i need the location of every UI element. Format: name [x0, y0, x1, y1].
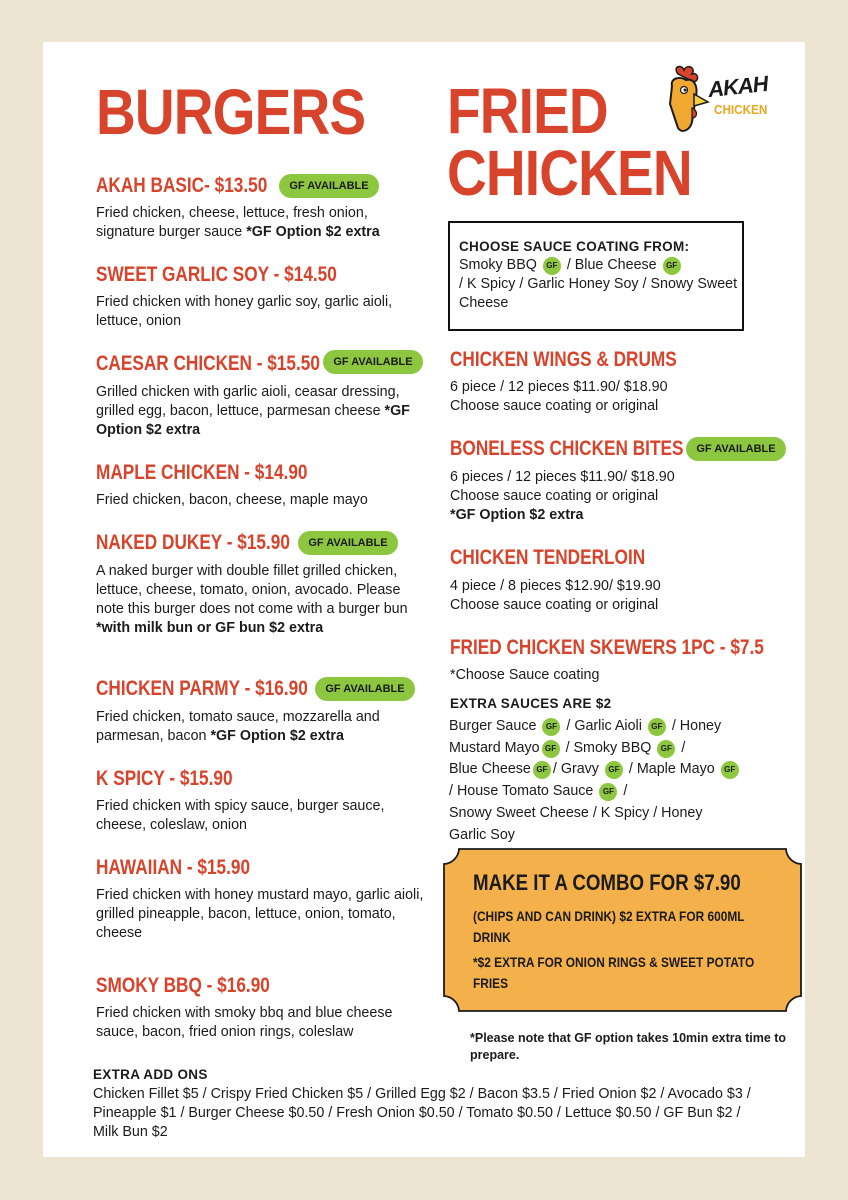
fried-heading-line1: FRIED	[447, 75, 608, 147]
combo-ticket	[443, 848, 802, 1012]
chicken-item-title: BONELESS CHICKEN BITES	[450, 437, 684, 460]
burger-description: Fried chicken with smoky bbq and blue cheese sauce, bacon, fried onion rings, coleslaw	[96, 1005, 393, 1040]
sauce-coating-list: Smoky BBQ GF / Blue Cheese GF / K Spicy / Garlic Honey Soy / Snowy Sweet Cheese	[459, 257, 738, 311]
gf-badge: GF	[648, 718, 666, 736]
gf-badge: GF	[605, 761, 623, 779]
combo-line-drink: (CHIPS AND CAN DRINK) $2 EXTRA FOR 600ML DRINK	[473, 908, 745, 945]
gf-available-pill: GF AVAILABLE	[298, 531, 398, 555]
sauce-coating-title: CHOOSE SAUCE COATING FROM:	[459, 239, 690, 254]
burger-description: Fried chicken with honey garlic soy, garlic aioli, lettuce, onion	[96, 294, 393, 329]
burger-description: Grilled chicken with garlic aioli, ceasar dressing, grilled egg, bacon, lettuce, parmesan cheese *GF Option $2 extra	[96, 384, 410, 438]
gf-available-pill: GF AVAILABLE	[315, 677, 415, 701]
burger-description: Fried chicken, tomato sauce, mozzarella and parmesan, bacon *GF Option $2 extra	[96, 709, 380, 744]
burger-title: NAKED DUKEY - $15.90	[96, 531, 290, 554]
gf-available-pill: GF AVAILABLE	[279, 174, 379, 198]
gf-badge: GF	[543, 257, 561, 275]
sauce-coating-box	[448, 221, 744, 331]
gf-badge: GF	[542, 718, 560, 736]
extra-sauces-list: Burger Sauce GF / Garlic Aioli GF / Honey Mustard Mayo GF / Smoky BBQ GF / Blue Cheese GF / Gravy GF / Maple Mayo GF / House Tomato Sauce GF / Snowy Sweet Cheese / K Spicy / Honey Garlic Soy	[449, 716, 779, 846]
burger-description: Fried chicken, cheese, lettuce, fresh onion, signature burger sauce *GF Option $2 extra	[96, 205, 380, 240]
gf-time-note: *Please note that GF option takes 10min extra time to prepare.	[470, 1031, 787, 1062]
burger-title: MAPLE CHICKEN - $14.90	[96, 461, 308, 484]
chicken-item-title: CHICKEN WINGS & DRUMS	[450, 348, 677, 371]
burger-description: Fried chicken with honey mustard mayo, garlic aioli, grilled pineapple, bacon, lettuce, onion, tomato, cheese	[96, 887, 424, 941]
gf-badge: GF	[542, 740, 560, 758]
burger-title: SWEET GARLIC SOY - $14.50	[96, 263, 337, 286]
logo-text-chicken: CHICKEN	[714, 102, 768, 117]
burgers-heading: BURGERS	[96, 76, 366, 148]
gf-badge: GF	[657, 740, 675, 758]
chicken-item-title: CHICKEN TENDERLOIN	[450, 546, 646, 569]
burger-description: Fried chicken with spicy sauce, burger sauce, cheese, coleslaw, onion	[96, 798, 385, 833]
burger-description: A naked burger with double fillet grilled chicken, lettuce, cheese, tomato, onion, avocado. Please note this burger does not come with a burger bun *with milk bun or GF bun $2 extra	[96, 563, 408, 636]
chicken-item-description: *Choose Sauce coating	[450, 667, 600, 683]
gf-badge: GF	[663, 257, 681, 275]
add-ons-list: Chicken Fillet $5 / Crispy Fried Chicken $5 / Grilled Egg $2 / Bacon $3.5 / Fried Onion $2 / Avocado $3 / Pineapple $1 / Burger Cheese $0.50 / Fresh Onion $0.50 / Tomato $0.50 / Lettuce $0.50 / GF Bun $2 / Milk Bun $2	[93, 1086, 751, 1140]
combo-title: MAKE IT A COMBO FOR $7.90	[473, 870, 741, 895]
akah-chicken-logo	[664, 64, 790, 142]
gf-badge: GF	[533, 761, 551, 779]
gf-available-pill: GF AVAILABLE	[323, 350, 423, 374]
burger-description: Fried chicken, bacon, cheese, maple mayo	[96, 492, 368, 508]
burger-title: CHICKEN PARMY - $16.90	[96, 677, 308, 700]
add-ons-title: EXTRA ADD ONS	[93, 1067, 208, 1082]
gf-badge: GF	[599, 783, 617, 801]
chicken-item-title: FRIED CHICKEN SKEWERS 1PC - $7.5	[450, 636, 764, 659]
fried-chicken-heading	[447, 75, 692, 209]
burger-title: K SPICY - $15.90	[96, 767, 233, 790]
extra-sauces-title: EXTRA SAUCES ARE $2	[450, 696, 612, 711]
burger-title: HAWAIIAN - $15.90	[96, 856, 251, 879]
chicken-item-description: 4 piece / 8 pieces $12.90/ $19.90 Choose sauce coating or original	[450, 578, 661, 613]
chicken-item-description: 6 pieces / 12 pieces $11.90/ $18.90 Choose sauce coating or original *GF Option $2 extra	[450, 469, 675, 523]
fried-heading-line2: CHICKEN	[447, 137, 692, 209]
combo-line-sides: *$2 EXTRA FOR ONION RINGS & SWEET POTATO FRIES	[473, 954, 755, 991]
burger-title: SMOKY BBQ - $16.90	[96, 974, 270, 997]
gf-available-pill: GF AVAILABLE	[686, 437, 786, 461]
burger-title: CAESAR CHICKEN - $15.50	[96, 352, 320, 375]
burger-title: AKAH BASIC- $13.50	[96, 174, 268, 197]
gf-badge: GF	[721, 761, 739, 779]
logo-text-akah: AKAH	[706, 70, 769, 103]
chicken-item-description: 6 piece / 12 pieces $11.90/ $18.90 Choose sauce coating or original	[450, 379, 668, 414]
